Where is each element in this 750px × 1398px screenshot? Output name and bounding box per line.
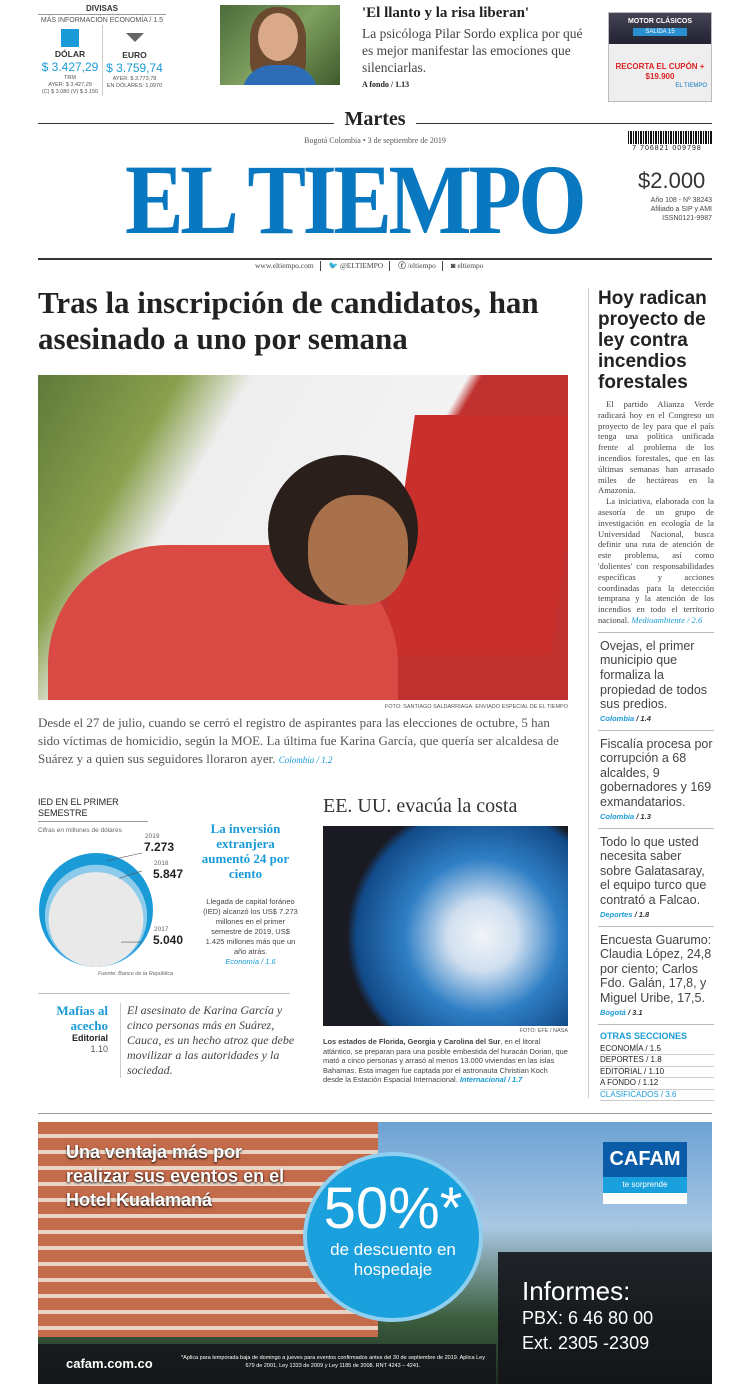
euro-label: EURO — [122, 50, 147, 60]
main-story — [38, 285, 568, 769]
brief-page: / 1.3 — [636, 811, 651, 821]
brief-text: Todo lo que usted necesita saber sobre Galatasaray, el equipo turco que contrató a Falcao. — [600, 834, 707, 908]
bubble-chart — [38, 842, 198, 972]
brief-section: Bogotá — [600, 1007, 626, 1017]
dollar-yesterday: AYER: $ 3.427,29 — [48, 82, 92, 88]
main-headline[interactable]: Tras la inscripción de candidatos, han asesinado a uno por semana — [38, 285, 539, 356]
logo-tagline: te sorprende — [603, 1177, 687, 1193]
cafam-logo — [603, 1142, 687, 1204]
euro-yesterday: AYER: $ 3.773,78 — [112, 76, 157, 82]
photo-credit: FOTO: SANTIAGO SALDARRIAGA. ENVIADO ESPECIAL DE EL TIEMPO — [384, 704, 568, 710]
caption-text: , en el litoral atlántico, se preparan para una posible embestida del huracán Dorian, que mató a cinco personas y arrasó al menos 13.000 viviendas en las islas Bahamas. Esta imagen fue captada por el astronauta Christian Koch desde la Estación Espacial Internacional. — [323, 1037, 568, 1085]
ied-text: Llegada de capital foráneo (IED) alcanzó los US$ 7.273 millones en el primer semestre de 2019, US$ 1.425 millones más que un año atrás. — [203, 897, 298, 956]
editorial-title[interactable]: Mafias al acecho — [56, 1003, 108, 1033]
bubble-2017 — [49, 872, 144, 967]
chart-source: Fuente: Banco de la República — [98, 971, 174, 977]
currency-title: DIVISAS — [38, 4, 166, 15]
main-lead — [38, 714, 568, 769]
lead-text: Desde el 27 de julio, cuando se cerró el registro de aspirantes para las elecciones de octubre, 5 han sido víctimas de homicidio, según la MOE. La última fue Karina García, que quería ser alcaldesa de Suárez y a quien sus seguidores lloraron ayer. — [38, 715, 559, 766]
teaser-section[interactable]: A fondo / 1.13 — [362, 80, 410, 89]
contact-box — [498, 1252, 712, 1384]
twitter-icon: 🐦 — [328, 261, 339, 270]
brief-page: / 3.1 — [627, 1007, 643, 1017]
lead-section-link[interactable]: Colombia / 1.2 — [278, 755, 333, 765]
top-ad-issue: SALIDA 15 — [633, 28, 687, 36]
issue-info — [600, 196, 712, 223]
right-story-headline[interactable]: Hoy radican proyecto de ley contra incendios forestales — [598, 288, 707, 393]
column-divider — [588, 288, 589, 1098]
brief-text: Ovejas, el primer municipio que formaliza la propiedad de todos sus predios. — [600, 638, 708, 712]
other-sections-title: OTRAS SECCIONES — [600, 1030, 688, 1041]
teaser-story[interactable] — [362, 4, 592, 90]
divider — [598, 828, 714, 829]
section-link[interactable]: ECONOMÍA / 1.5 — [600, 1044, 714, 1056]
right-story-section-link[interactable]: Medioambiente / 2.6 — [631, 614, 703, 625]
euro-value: $ 3.759,74 — [106, 61, 163, 75]
brief-page: / 1.4 — [636, 713, 651, 723]
website-link[interactable]: www.eltiempo.com — [255, 261, 321, 271]
editorial-label: Editorial — [71, 1033, 108, 1043]
divider — [38, 993, 290, 994]
euro-chevron-icon — [126, 33, 144, 42]
ad-fine-print: *Aplica para temporada baja de domingo a jueves para eventos confirmados antes del 30 de septiembre de 2019. Aplica Ley 679 de 2001, Ley 1333 de 2009 y Ley 1185 de 2008. RNT 4243 – 4241. — [181, 1355, 485, 1369]
divider — [598, 926, 714, 927]
brief-item[interactable] — [598, 737, 714, 822]
divider — [598, 730, 714, 731]
weekday-text: Martes — [334, 108, 415, 130]
cafam-ad[interactable] — [38, 1122, 712, 1384]
section-link[interactable]: A FONDO / 1.12 — [600, 1078, 714, 1090]
section-link[interactable]: EDITORIAL / 1.10 — [600, 1067, 714, 1079]
facebook-handle: /eltiempo — [407, 261, 436, 270]
right-story-p1: El partido Alianza Verde radicará hoy en el Congreso un proyecto de ley para que el país tenga una política unificada frente al problema de los incendios forestales, que en las últimas semanas han arrasado miles de hectáreas en la Amazonia. — [598, 399, 714, 496]
divider — [38, 258, 712, 260]
teaser-headline[interactable]: 'El llanto y la risa liberan' — [362, 5, 530, 21]
facebook-link[interactable] — [398, 261, 443, 271]
instagram-handle: eltiempo — [457, 261, 484, 270]
masthead-logo[interactable]: EL TIEMPO — [125, 144, 584, 255]
ied-body — [203, 897, 298, 967]
brief-section: Deportes — [600, 909, 633, 919]
instagram-icon: ◙ — [450, 261, 456, 270]
ied-infographic — [38, 797, 298, 982]
ad-url[interactable]: cafam.com.co — [66, 1356, 153, 1371]
contact-title: Informes: — [522, 1276, 631, 1306]
dollar-value: $ 3.427,29 — [41, 60, 99, 74]
year-label-2019: 2019 — [145, 833, 160, 840]
brief-text: Fiscalía procesa por corrupción a 68 alcaldes, 9 gobernadores y 169 exmandatarios. — [600, 736, 713, 810]
logo-text: CAFAM — [603, 1142, 687, 1177]
brief-item[interactable] — [598, 835, 714, 920]
year-label-2018: 2018 — [154, 860, 169, 867]
teaser-photo[interactable] — [220, 5, 340, 85]
eeuu-headline[interactable]: EE. UU. evacúa la costa — [323, 795, 518, 817]
currency-more: MÁS INFORMACIÓN ECONOMÍA / 1.5 — [40, 17, 164, 24]
top-ad-brand: EL TIEMPO — [675, 83, 707, 89]
affiliation: Afiliado a SIP y AMI — [650, 206, 712, 213]
right-story-p2 — [598, 496, 714, 626]
editorial-page: 1.10 — [90, 1044, 108, 1054]
issn: ISSN0121-9987 — [662, 215, 712, 222]
top-ad-coupon: RECORTA EL CUPÓN + $19.900 — [615, 62, 705, 81]
social-links — [255, 261, 490, 271]
brief-item[interactable] — [598, 639, 714, 724]
discount-badge — [303, 1152, 483, 1322]
ad-headline: Una ventaja más por realizar sus eventos en el Hotel Kualamaná — [66, 1142, 285, 1210]
editorial-label-block — [38, 1003, 108, 1055]
euro-box — [102, 25, 166, 96]
main-photo[interactable] — [38, 375, 568, 700]
value-label-2017: 5.040 — [153, 933, 184, 947]
year-label-2017: 2017 — [154, 926, 169, 933]
section-link[interactable]: CLASIFICADOS / 3.6 — [600, 1090, 714, 1102]
divider — [598, 632, 714, 633]
section-link[interactable]: DEPORTES / 1.8 — [600, 1055, 714, 1067]
dollar-buy-sell: (C) $ 3.080 (V) $ 3.150 — [41, 89, 99, 95]
brief-page: / 1.8 — [634, 909, 650, 919]
brief-section: Colombia — [600, 713, 635, 723]
facebook-icon: ⓕ — [398, 261, 406, 270]
eeuu-caption — [323, 1037, 568, 1085]
divider — [38, 1113, 712, 1114]
top-ad-title: MOTOR CLÁSICOS — [627, 18, 693, 25]
chart-subtitle: Cifras en millones de dólares — [38, 827, 122, 834]
contact-pbx: PBX: 6 46 80 00 — [522, 1308, 654, 1328]
price: $2.000 — [638, 168, 706, 193]
contact-ext: Ext. 2305 -2309 — [522, 1333, 650, 1353]
value-label-2018: 5.847 — [153, 867, 184, 881]
issue-number: Año 108 - Nº 38243 — [650, 197, 712, 204]
currency-box — [38, 4, 166, 96]
eeuu-photo-credit: FOTO: EFE / NASA — [519, 1028, 568, 1034]
divider — [598, 1024, 714, 1025]
dollar-box — [38, 25, 102, 96]
teaser-text: La psicóloga Pilar Sordo explica por qué es mejor manifestar las emociones que silenciarlas. — [362, 26, 583, 75]
chart-title: IED EN EL PRIMER SEMESTRE — [38, 797, 148, 822]
caption-bold: Los estados de Florida, Georgia y Carolina del Sur — [323, 1037, 501, 1046]
brief-text: Encuesta Guarumo: Claudia López, 24,8 por ciento; Carlos Fdo. Galán, 17,8, y Miguel Uribe, 17,5. — [600, 932, 712, 1006]
brief-item[interactable] — [598, 933, 714, 1018]
dateline: Bogotá Colombia • 3 de septiembre de 2019 — [304, 136, 446, 145]
right-story-p2-text: La iniciativa, elaborada con la asesoría de un grupo de investigación en ecología de la Universidad Nacional, busca definir una ruta de atención de este problema, así como 'dolientes' con responsabilidades específicas y acciones coordinadas para la detección temprana y la atención de los incendios en todo el territorio nacional. — [598, 496, 714, 625]
brief-section: Colombia — [600, 811, 635, 821]
right-column — [598, 288, 714, 1101]
other-sections — [598, 1031, 714, 1102]
dollar-trm: TRM — [64, 75, 76, 81]
discount-text: de descuento en hospedaje — [330, 1240, 456, 1279]
right-story-body — [598, 399, 714, 626]
discount-percent: 50%* — [323, 1176, 463, 1241]
hurricane-photo[interactable] — [323, 826, 568, 1026]
value-label-2019: 7.273 — [144, 840, 175, 854]
eeuu-section-link[interactable]: Internacional / 1.7 — [459, 1075, 523, 1085]
dollar-label: DÓLAR — [54, 49, 86, 59]
ad-footer — [38, 1344, 496, 1384]
twitter-link[interactable] — [329, 261, 391, 271]
top-ad[interactable] — [608, 12, 712, 102]
instagram-link[interactable] — [451, 261, 490, 271]
barcode-number: 7 706821 009798 — [620, 144, 714, 153]
twitter-handle: @ELTIEMPO — [339, 261, 384, 270]
ied-section-link[interactable]: Economía / 1.6 — [225, 957, 276, 966]
dollar-icon — [61, 29, 79, 47]
editorial-text: El asesinato de Karina García y cinco personas más en Suárez, Cauca, es un hecho atroz que debe movilizar a las autoridades y la sociedad. — [120, 1003, 295, 1078]
ied-headline[interactable]: La inversión extranjera aumentó 24 por ciento — [201, 821, 290, 881]
weekday — [275, 108, 475, 131]
euro-in-dollars: EN DÓLARES: 1,0970 — [106, 83, 163, 89]
